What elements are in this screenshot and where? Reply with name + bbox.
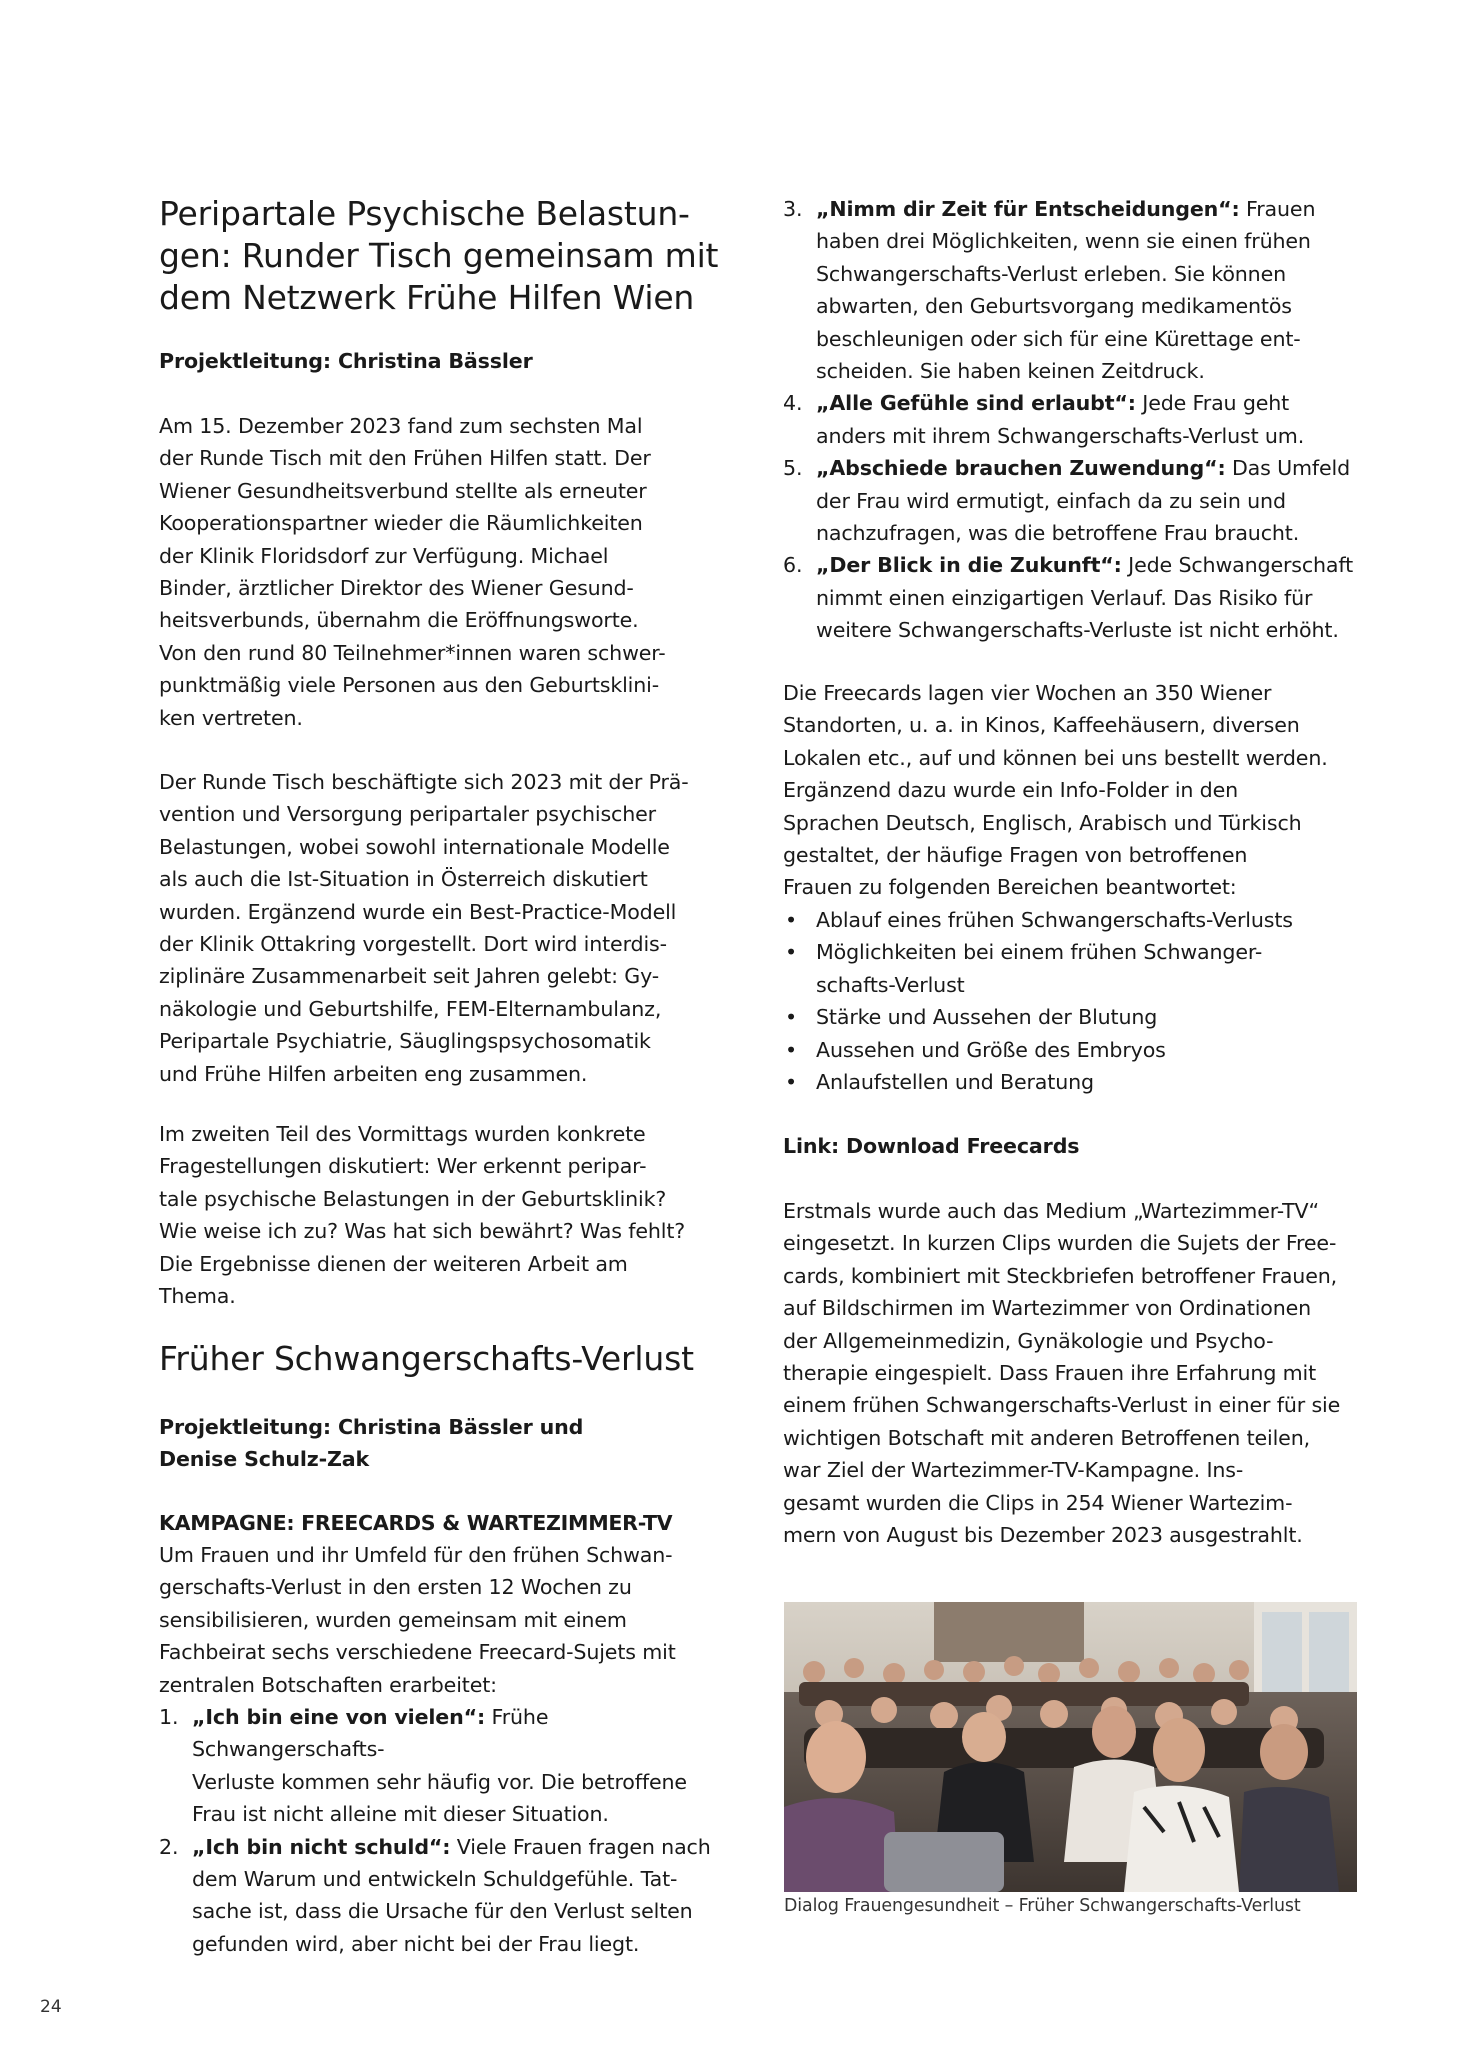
message-number: 1. xyxy=(159,1705,179,1729)
bullet-icon: • xyxy=(785,940,797,965)
message-number: 6. xyxy=(783,553,803,578)
topic-item xyxy=(783,1066,1359,1098)
photo-caption: Dialog Frauengesundheit – Früher Schwangerschafts-Verlust xyxy=(784,1896,1301,1916)
message-text: Jede Frau geht anders mit ihrem Schwangerschafts-Verlust um. xyxy=(816,391,1305,448)
message-headline: „Nimm dir Zeit für Entscheidungen“: xyxy=(816,197,1240,221)
message-headline: „Ich bin nicht schuld“: xyxy=(192,1834,451,1859)
download-freecards-link[interactable]: Link: Download Freecards xyxy=(783,1134,1080,1158)
bullet-icon: • xyxy=(785,908,797,932)
topic-text: Stärke und Aussehen der Blutung xyxy=(816,1005,1158,1030)
topic-text: Aussehen und Größe des Embryos xyxy=(816,1037,1166,1062)
section-title-peripartal: Peripartale Psychische Belastun- gen: Runder Tisch gemeinsam mit dem Netzwerk Frühe Hilfen Wien xyxy=(159,194,719,317)
message-headline: „Ich bin eine von vielen“: xyxy=(192,1705,486,1729)
paragraph-round-table-intro: Am 15. Dezember 2023 fand zum sechsten Mal der Runde Tisch mit den Frühen Hilfen statt. Der Wiener Gesundheitsverbund stellte als erneuter Kooperationspartner wieder die Räumlichkeiten der Klinik Floridsdorf zur Verfügung. Michael Binder, ärztlicher Direktor des Wiener Gesund- heitsverbunds, übernahm die Eröffnungsworte. Von den rund 80 Teilnehmer*innen waren schwer- punktmäßig viele Personen aus den Geburtsklini- ken vertreten. xyxy=(159,414,666,730)
message-item-2 xyxy=(159,1831,735,1961)
folder-topics-list xyxy=(783,904,1359,1098)
campaign-heading: KAMPAGNE: FREECARDS & WARTEZIMMER-TV xyxy=(159,1511,673,1535)
paragraph-round-table-topics: Der Runde Tisch beschäftigte sich 2023 mit der Prä- vention und Versorgung peripartaler psychischer Belastungen, wobei sowohl internationale Modelle als auch die Ist-Situation in Österreich diskutiert wurden. Ergänzend wurde ein Best-Practice-Modell der Klinik Ottakring vorgestellt. Dort wird interdis- ziplinäre Zusammenarbeit seit Jahren gelebt: Gy- näkologie und Geburtshilfe, FEM-Elternambulanz, Peripartale Psychiatrie, Säuglingspsychosomatik und Frühe Hilfen arbeiten eng zusammen. xyxy=(159,770,689,1086)
topic-text: Ablauf eines frühen Schwangerschafts-Verlusts xyxy=(816,908,1293,932)
message-text: Frühe Schwangerschafts- Verluste kommen sehr häufig vor. Die betroffene Frau ist nicht alleine mit dieser Situation. xyxy=(192,1705,687,1827)
message-text: Frauen haben drei Möglichkeiten, wenn sie einen frühen Schwangerschafts-Verlust erleben. Sie können abwarten, den Geburtsvorgang medikamentös beschleunigen oder sich für eine Kürettage ent- scheiden. Sie haben keinen Zeitdruck. xyxy=(816,197,1316,384)
message-number: 5. xyxy=(783,456,803,481)
section-title-pregnancy-loss: Früher Schwangerschafts-Verlust xyxy=(159,1339,694,1378)
bullet-icon: • xyxy=(785,1070,797,1095)
message-headline: „Abschiede brauchen Zuwendung“: xyxy=(816,456,1226,481)
topic-item xyxy=(783,1034,1359,1066)
message-text: Viele Frauen fragen nach dem Warum und entwickeln Schuldgefühle. Tat- sache ist, dass die Ursache für den Verlust selten gefunden wird, aber nicht bei der Frau liegt. xyxy=(192,1834,711,1956)
bullet-icon: • xyxy=(785,1005,797,1030)
topic-item xyxy=(783,1001,1359,1033)
topic-text: Möglichkeiten bei einem frühen Schwanger- schafts-Verlust xyxy=(816,940,1263,997)
message-number: 4. xyxy=(783,391,803,416)
message-number: 3. xyxy=(783,197,803,221)
paragraph-round-table-results: Im zweiten Teil des Vormittags wurden konkrete Fragestellungen diskutiert: Wer erkennt peripar- tale psychische Belastungen in der Geburtsklinik? Wie weise ich zu? Was hat sich bewährt? Was fehlt? Die Ergebnisse dienen der weiteren Arbeit am Thema. xyxy=(159,1122,686,1309)
event-photo xyxy=(784,1602,1357,1892)
message-item-1 xyxy=(159,1701,735,1831)
topic-item xyxy=(783,936,1359,1001)
topic-text: Anlaufstellen und Beratung xyxy=(816,1070,1094,1095)
project-lead-1: Projektleitung: Christina Bässler xyxy=(159,349,533,373)
freecards-paragraph: Die Freecards lagen vier Wochen an 350 Wiener Standorten, u. a. in Kinos, Kaffeehäusern, diversen Lokalen etc., auf und können bei uns bestellt werden. Ergänzend dazu wurde ein Info-Folder in den Sprachen Deutsch, Englisch, Arabisch und Türkisch gestaltet, der häufige Fragen von betroffenen Frauen zu folgenden Bereichen beantwortet: xyxy=(783,681,1328,900)
campaign-intro: Um Frauen und ihr Umfeld für den frühen Schwan- gerschafts-Verlust in den ersten 12 Wochen zu sensibilisieren, wurden gemeinsam mit einem Fachbeirat sechs verschiedene Freecard-Sujets mit zentralen Botschaften erarbeitet: xyxy=(159,1543,676,1697)
message-number: 2. xyxy=(159,1834,179,1859)
message-item-5 xyxy=(783,452,1359,549)
message-item-3 xyxy=(783,193,1359,387)
message-headline: „Der Blick in die Zukunft“: xyxy=(816,553,1122,578)
message-item-6 xyxy=(783,549,1359,646)
topic-item xyxy=(783,904,1359,936)
message-headline: „Alle Gefühle sind erlaubt“: xyxy=(816,391,1136,416)
audience-illustration xyxy=(784,1602,1357,1892)
project-lead-2: Projektleitung: Christina Bässler und Denise Schulz-Zak xyxy=(159,1415,584,1472)
wartezimmer-tv-paragraph: Erstmals wurde auch das Medium „Wartezimmer-TV“ eingesetzt. In kurzen Clips wurden die Sujets der Free- cards, kombiniert mit Steckbriefen betroffener Frauen, auf Bildschirmen im Wartezimmer von Ordinationen der Allgemeinmedizin, Gynäkologie und Psycho- therapie eingespielt. Dass Frauen ihre Erfahrung mit einem frühen Schwangerschafts-Verlust in einer für sie wichtigen Botschaft mit anderen Betroffenen teilen, war Ziel der Wartezimmer-TV-Kampagne. Ins- gesamt wurden die Clips in 254 Wiener Wartezim- mern von August bis Dezember 2023 ausgestrahlt. xyxy=(783,1199,1341,1548)
bullet-icon: • xyxy=(785,1037,797,1062)
message-item-4 xyxy=(783,387,1359,452)
messages-list-part2 xyxy=(783,193,1359,647)
message-text: Das Umfeld der Frau wird ermutigt, einfach da zu sein und nachzufragen, was die betroffene Frau braucht. xyxy=(816,456,1351,546)
messages-list-part1 xyxy=(159,1701,735,1960)
message-text: Jede Schwangerschaft nimmt einen einzigartigen Verlauf. Das Risiko für weitere Schwangerschafts-Verluste ist nicht erhöht. xyxy=(816,553,1354,643)
page-number: 24 xyxy=(40,1997,62,2017)
